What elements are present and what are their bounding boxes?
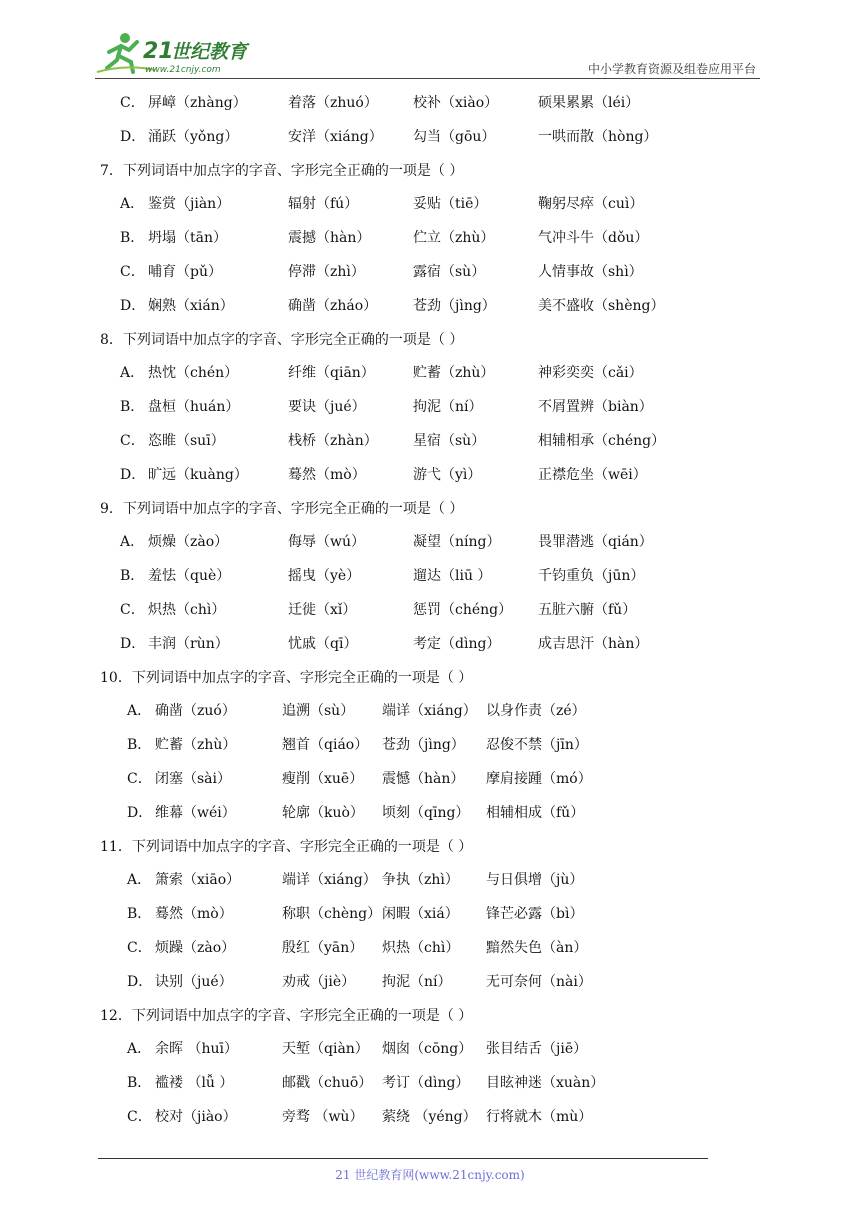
option-label: D． xyxy=(120,466,146,483)
option-word: 盘桓（huán） xyxy=(148,399,240,416)
option-label: D． xyxy=(120,635,146,652)
option-word: 确凿（zuó） xyxy=(155,703,236,720)
option-word: 气冲斗牛（dǒu） xyxy=(538,230,649,247)
option-word: 箫索（xiāo） xyxy=(155,872,241,889)
option-word: 忧戚（qī） xyxy=(288,635,358,652)
option-word: 美不盛收（shèng） xyxy=(538,297,665,314)
option-word: 露宿（sù） xyxy=(413,264,486,280)
site-logo[interactable] xyxy=(95,28,265,76)
option-word: 端详（xiáng） xyxy=(282,872,377,889)
option-word: 摇曳（yè） xyxy=(288,568,361,585)
option-label: A． xyxy=(120,196,145,213)
option-word: 哺育（pǔ） xyxy=(148,264,222,280)
option-word: 畏罪潜逃（qián） xyxy=(538,534,653,551)
option-word: 一哄而散（hòng） xyxy=(538,128,658,145)
option-word: 张目结舌（jiē） xyxy=(486,1041,588,1058)
option-word: 余晖 （huī） xyxy=(155,1041,238,1058)
option-word: 行将就木（mù） xyxy=(486,1109,593,1125)
option-word: 星宿（sù） xyxy=(413,433,486,449)
option-label: D． xyxy=(120,297,146,314)
option-word: 要诀（jué） xyxy=(288,399,366,416)
option-word: 拘泥（ní） xyxy=(413,399,483,416)
option-word: 闭塞（sài） xyxy=(155,771,232,787)
svg-text:世纪教育: 世纪教育 xyxy=(171,41,248,63)
option-word: 烟囱（cōng） xyxy=(382,1041,473,1058)
option-word: 称职（chèng） xyxy=(282,906,382,923)
option-word: 五脏六腑（fǔ） xyxy=(538,602,637,618)
option-word: 苍劲（jìng） xyxy=(382,737,465,754)
option-label: B． xyxy=(127,1075,152,1092)
option-word: 拘泥（ní） xyxy=(382,973,452,990)
option-word: 确凿（zháo） xyxy=(288,297,378,314)
option-word: 震憾（hàn） xyxy=(382,771,465,787)
option-word: 纤维（qiān） xyxy=(288,365,375,382)
option-word: 端详（xiáng） xyxy=(382,703,477,720)
option-word: 与日俱增（jù） xyxy=(486,872,584,889)
option-word: 忍俊不禁（jīn） xyxy=(486,737,588,754)
option-word: 相辅相成（fǔ） xyxy=(486,804,585,821)
option-word: 鉴赏（jiàn） xyxy=(148,196,231,213)
option-word: 着落（zhuó） xyxy=(288,95,378,111)
option-word: 轮廓（kuò） xyxy=(282,804,364,821)
option-word: 旷远（kuàng） xyxy=(148,466,248,483)
option-word: 震撼（hàn） xyxy=(288,230,371,247)
option-word: 校补（xiào） xyxy=(413,95,499,111)
option-label: A． xyxy=(120,534,145,551)
option-word: 游弋（yì） xyxy=(413,466,482,483)
option-word: 炽热（chì） xyxy=(148,602,226,618)
option-word: 热忱（chén） xyxy=(148,365,239,382)
platform-name: 中小学教育资源及组卷应用平台 xyxy=(587,62,756,76)
option-word: 屏嶂（zhàng） xyxy=(148,95,247,111)
option-label: D． xyxy=(120,128,146,145)
option-label: C． xyxy=(120,95,145,111)
option-label: C． xyxy=(120,433,145,449)
option-word: 贮蓄（zhù） xyxy=(413,365,495,382)
option-word: 考订（dìng） xyxy=(382,1075,470,1092)
option-word: 安洋（xiáng） xyxy=(288,128,383,145)
option-word: 千钧重负（jūn） xyxy=(538,568,645,585)
option-word: 闲暇（xiá） xyxy=(382,906,459,923)
option-word: 硕果累累（léi） xyxy=(538,95,640,111)
option-label: A． xyxy=(127,1041,152,1058)
option-word: 坍塌（tān） xyxy=(148,230,227,247)
option-word: 成吉思汗（hàn） xyxy=(538,635,649,652)
option-label: B． xyxy=(127,737,152,754)
option-word: 邮戳（chuō） xyxy=(282,1075,373,1092)
option-word: 摩肩接踵（mó） xyxy=(486,771,592,787)
svg-text:21: 21 xyxy=(143,39,174,64)
option-word: 诀别（jué） xyxy=(155,973,233,990)
option-word: 丰润（rùn） xyxy=(148,635,229,652)
question-stem: 12．下列词语中加点字的字音、字形完全正确的一项是（ ） xyxy=(100,1007,473,1024)
option-word: 黯然失色（àn） xyxy=(486,940,588,956)
option-word: 以身作责（zé） xyxy=(486,703,586,720)
svg-text:www.21cnjy.com: www.21cnjy.com xyxy=(145,65,221,75)
option-word: 羞怯（què） xyxy=(148,568,231,585)
option-label: C． xyxy=(127,771,152,787)
option-word: 恣睢（suī） xyxy=(148,433,225,449)
option-word: 凝望（níng） xyxy=(413,534,501,551)
option-word: 栈桥（zhàn） xyxy=(288,433,378,449)
option-word: 苍劲（jìng） xyxy=(413,297,496,314)
option-word: 烦躁（zào） xyxy=(155,940,236,956)
option-label: A． xyxy=(127,872,152,889)
option-word: 瘦削（xuē） xyxy=(282,771,364,787)
option-word: 锋芒必露（bì） xyxy=(486,906,584,923)
question-stem: 8．下列词语中加点字的字音、字形完全正确的一项是（ ） xyxy=(100,331,464,348)
option-word: 炽热（chì） xyxy=(382,940,460,956)
option-word: 涌跃（yǒng） xyxy=(148,128,239,145)
question-stem: 7．下列词语中加点字的字音、字形完全正确的一项是（ ） xyxy=(100,162,464,179)
option-label: C． xyxy=(120,602,145,618)
question-stem: 10．下列词语中加点字的字音、字形完全正确的一项是（ ） xyxy=(100,669,473,686)
option-word: 无可奈何（nài） xyxy=(486,973,592,990)
option-word: 侮辱（wú） xyxy=(288,534,365,551)
option-word: 蓦然（mò） xyxy=(288,466,366,483)
option-word: 考定（dìng） xyxy=(413,635,501,652)
option-word: 惩罚（chéng） xyxy=(413,602,513,618)
option-label: D． xyxy=(127,804,153,821)
option-word: 迁徙（xǐ） xyxy=(288,602,357,618)
option-word: 顷刻（qīng） xyxy=(382,804,470,821)
option-word: 神彩奕奕（cǎi） xyxy=(538,365,643,382)
option-word: 人情事故（shì） xyxy=(538,264,643,280)
option-label: C． xyxy=(127,1109,152,1125)
option-word: 追溯（sù） xyxy=(282,703,355,720)
option-word: 伫立（zhù） xyxy=(413,230,495,247)
option-word: 争执（zhì） xyxy=(382,872,459,889)
option-word: 翘首（qiáo） xyxy=(282,737,369,754)
option-word: 维幕（wéi） xyxy=(155,804,236,821)
option-word: 萦绕 （yéng） xyxy=(382,1109,477,1125)
option-label: B． xyxy=(120,399,145,416)
option-word: 鞠躬尽瘁（cuì） xyxy=(538,196,644,213)
option-word: 殷红（yān） xyxy=(282,940,364,956)
option-word: 不屑置辨（biàn） xyxy=(538,399,653,416)
footer-source[interactable]: 21 世纪教育网(www.21cnjy.com) xyxy=(335,1168,525,1182)
question-stem: 11．下列词语中加点字的字音、字形完全正确的一项是（ ） xyxy=(100,838,473,855)
option-label: C． xyxy=(120,264,145,280)
option-label: B． xyxy=(120,568,145,585)
header-divider xyxy=(95,78,760,79)
option-word: 天堑（qiàn） xyxy=(282,1041,369,1058)
runner-logo-icon xyxy=(95,28,265,76)
option-word: 蓦然（mò） xyxy=(155,906,233,923)
option-word: 贮蓄（zhù） xyxy=(155,737,237,754)
option-word: 旁骛 （wù） xyxy=(282,1109,364,1125)
option-word: 烦燥（zào） xyxy=(148,534,229,551)
question-stem: 9．下列词语中加点字的字音、字形完全正确的一项是（ ） xyxy=(100,500,464,517)
option-word: 勾当（gōu） xyxy=(413,128,496,145)
option-word: 正襟危坐（wēi） xyxy=(538,466,647,483)
option-word: 褴褛 （lǚ ） xyxy=(155,1075,234,1092)
option-word: 辐射（fú） xyxy=(288,196,359,213)
option-word: 校对（jiào） xyxy=(155,1109,237,1125)
footer-divider xyxy=(98,1158,708,1159)
option-label: B． xyxy=(127,906,152,923)
option-label: A． xyxy=(120,365,145,382)
option-word: 目眩神迷（xuàn） xyxy=(486,1075,605,1092)
option-word: 遛达（liū ） xyxy=(413,568,492,585)
option-label: A． xyxy=(127,703,152,720)
option-word: 妥贴（tiē） xyxy=(413,196,488,213)
option-word: 娴熟（xián） xyxy=(148,297,234,314)
option-label: C． xyxy=(127,940,152,956)
option-word: 劝戒（jiè） xyxy=(282,973,356,990)
option-label: D． xyxy=(127,973,153,990)
option-label: B． xyxy=(120,230,145,247)
page-header xyxy=(95,28,760,80)
option-word: 停滞（zhì） xyxy=(288,264,365,280)
option-word: 相辅相承（chéng） xyxy=(538,433,666,449)
